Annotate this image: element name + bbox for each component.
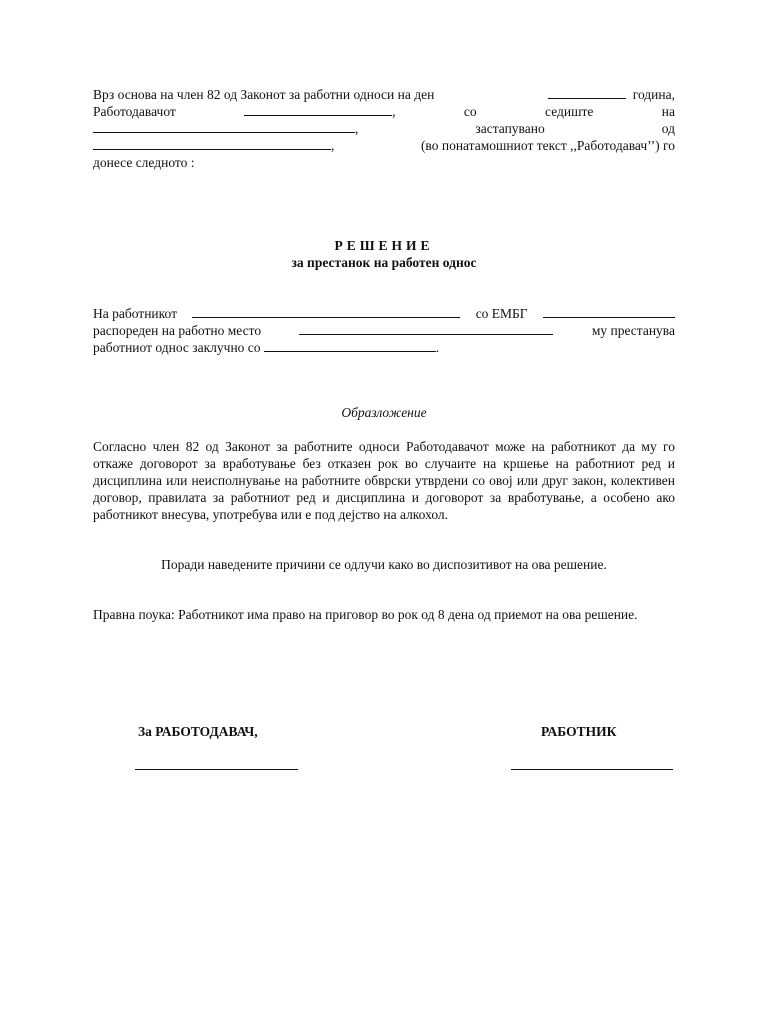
workplace-blank[interactable] [299, 322, 553, 335]
conclusion-text: Поради наведените причини се одлучи како во диспозитивот на ова решение. [161, 557, 607, 572]
employer-signature-line[interactable] [135, 769, 298, 770]
document-subtitle: за престанок на работен однос [291, 255, 477, 270]
seat-blank[interactable] [93, 120, 355, 133]
reasoning-heading: Образложение [341, 405, 427, 420]
intro-paragraph [93, 86, 675, 171]
end-date-blank[interactable] [264, 339, 436, 352]
date-blank[interactable] [548, 86, 626, 99]
intro-line-5: донесе следното : [93, 155, 195, 170]
reasoning-text: Согласно член 82 од Законот за работните односи Работодавачот може на работникот да му го откаже договорот за вработување без отказен рок во случаите на кршење на работниот ред и дисциплина или неисполнување на работните обврски утврдени со овој или друг закон, колективен договор, правилата за работниот ред и дисциплина и договорот за вработување, а особено ако работникот внесува, употребува или е под дејство на алкохол. [93, 439, 675, 522]
representative-blank[interactable] [93, 137, 331, 150]
employer-name-blank[interactable] [244, 103, 392, 116]
document-title-block [93, 237, 675, 271]
embg-blank[interactable] [543, 305, 675, 318]
intro-line-1-year: година, [632, 87, 675, 102]
worker-line-1: На работникот со ЕМБГ [93, 305, 675, 322]
document-title: РЕШЕНИЕ [334, 238, 434, 253]
employer-label: Работодавачот [93, 104, 176, 119]
employer-signature-label: За РАБОТОДАВАЧ, [138, 724, 258, 739]
intro-line-2: Работодавачот , со седиште на [93, 104, 675, 119]
worker-line-3: работниот однос заклучно со . [93, 340, 440, 355]
employee-signature-label: РАБОТНИК [541, 724, 617, 739]
intro-line-1-text: Врз основа на член 82 од Законот за работни односи на ден [93, 87, 435, 102]
worker-name-blank[interactable] [192, 305, 460, 318]
intro-line-3: , застапувано од [93, 120, 675, 137]
intro-line-4: , (во понатамошниот текст ,,Работодавач’’) го [93, 137, 675, 154]
worker-line-2: распореден на работно место му престанува [93, 323, 675, 338]
legal-notice: Правна поука: Работникот има право на приговор во рок од 8 дена од приемот на ова решение. [93, 607, 638, 622]
worker-paragraph [93, 305, 675, 356]
intro-line-1 [93, 86, 675, 103]
employee-signature-line[interactable] [511, 769, 673, 770]
